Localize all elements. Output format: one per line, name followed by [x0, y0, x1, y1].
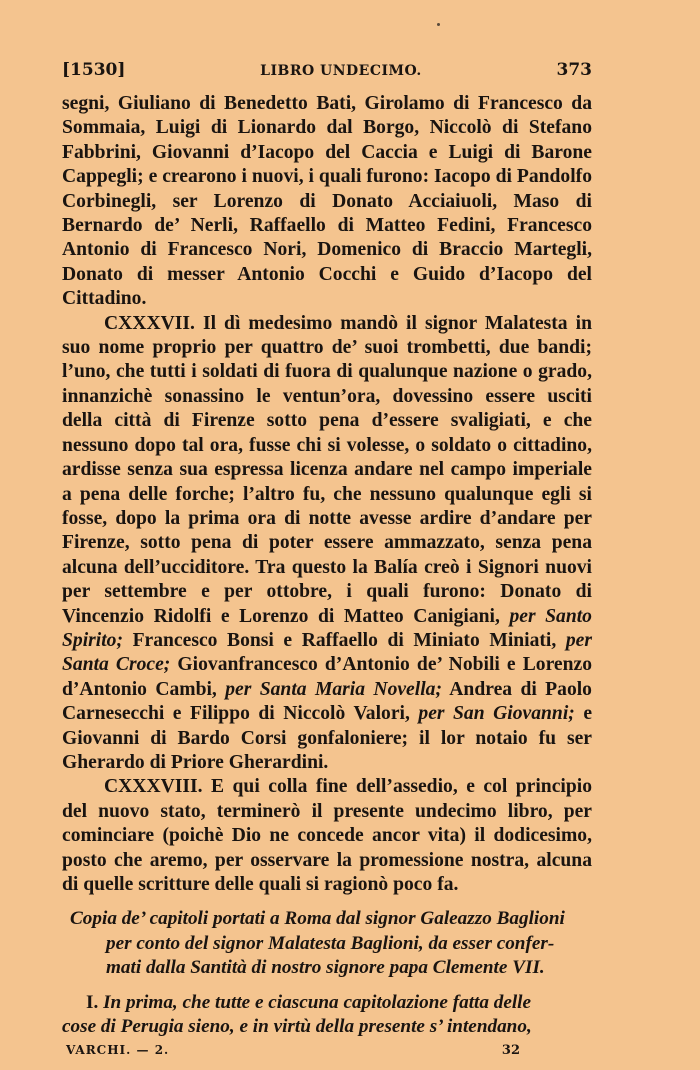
body-text [62, 92, 592, 897]
item-1-label: I. [86, 991, 99, 1013]
italic-san-giovanni: per San Giovanni; [418, 703, 575, 725]
item-1-line-1 [62, 991, 592, 1015]
paragraph-cxxxvii-part-c: Giovanfrancesco d’Antonio de’ Nobili e Lorenzo d’Antonio Cambi, [62, 654, 592, 700]
italic-santo-spirito: per Santo Spirito; [62, 605, 592, 651]
copia-line-2: per conto del signor Malatesta Baglioni, da esser confer- [106, 932, 555, 954]
header-page-number: 373 [556, 60, 592, 80]
header-title: LIBRO UNDECIMO. [260, 63, 422, 79]
page-footer [62, 1043, 592, 1058]
paragraph-cxxxviii: CXXXVIII. E qui colla fine dell’assedio, e col principio del nuovo stato, terminerò il presente undecimo libro, per cominciare (poichè Dio ne concede ancor vita) il dodicesimo, posto che aremo, per osservare la promessione nostra, alcuna di quelle scritture delle quali si ragionò poco fa. [62, 776, 592, 895]
copia-line-3: mati dalla Santità di nostro signore papa Clemente VII. [106, 957, 545, 979]
copia-line-1: Copia de’ capitoli portati a Roma dal signor Galeazzo Baglioni [70, 908, 565, 930]
paragraph-cxxxvii-part-a: CXXXVII. Il dì medesimo mandò il signor Malatesta in suo nome proprio per quattro de’ suoi trombetti, due bandi; l’uno, che tutti i soldati di fuora di qualunque nazione o grado, innanzichè sonassino le ventun’ora, dovessino essere usciti della città di Firenze sotto pena d’essere svaligiati, e che nessuno dopo tal ora, fusse chi si volesse, o soldato o cittadino, ardisse senza sua espressa licenza andare nel campo imperiale a pena delle forche; l’altro fu, che nessuno qualunque egli si fosse, dopo la prima ora di notte avesse ardire d’andare per Firenze, sotto pena di poter essere ammazzato, senza pena alcuna dell’ucciditore. Tra questo la Balía creò i Signori nuovi per settembre e per ottobre, i quali furono: Donato di Vincenzio Ridolfi e Lorenzo di Matteo Canigiani, [62, 312, 592, 627]
footer-sheet-number: 32 [501, 1043, 520, 1059]
item-1-text-1: In prima, che tutte e ciascuna capitolazione fatta delle [103, 991, 532, 1013]
book-page [62, 60, 592, 1058]
paragraph-cxxxvii [62, 312, 592, 776]
copia-heading [62, 907, 592, 980]
footer-signature: VARCHI. — 2. [66, 1043, 170, 1058]
item-1-text-2: cose di Perugia sieno, e in virtù della presente s’ intendano, [62, 1016, 532, 1038]
running-header [62, 60, 592, 88]
paragraph-cxxxvii-part-b: Francesco Bonsi e Raffaello di Miniato Miniati, [132, 629, 557, 651]
chapter-item-1 [62, 991, 592, 1040]
header-year: [1530] [62, 60, 126, 80]
italic-santa-croce: per Santa Croce; [62, 629, 592, 676]
paragraph-1: segni, Giuliano di Benedetto Bati, Girolamo di Francesco da Sommaia, Luigi di Lionardo dal Borgo, Niccolò di Stefano Fabbrini, Giovanni d’Iacopo del Caccia e Luigi di Barone Cappegli; e crearono i nuovi, i quali furono: Iacopo di Pandolfo Corbinegli, ser Lorenzo di Donato Acciaiuoli, Maso di Bernardo de’ Nerli, Raffaello di Matteo Fedini, Francesco Antonio di Francesco Nori, Domenico di Braccio Martegli, Donato di messer Antonio Cocchi e Guido d’Iacopo del Cittadino. [62, 93, 592, 310]
paragraph-cxxxvii-part-e: e Giovanni di Bardo Corsi gonfaloniere; il lor notaio fu ser Gherardo di Priore Gherardini. [62, 703, 593, 773]
italic-santa-maria-novella: per Santa Maria Novella; [225, 678, 442, 700]
speck-mark [437, 23, 440, 26]
paragraph-cxxxvii-part-d: Andrea di Paolo Carnesecchi e Filippo di Niccolò Valori, [62, 678, 592, 725]
